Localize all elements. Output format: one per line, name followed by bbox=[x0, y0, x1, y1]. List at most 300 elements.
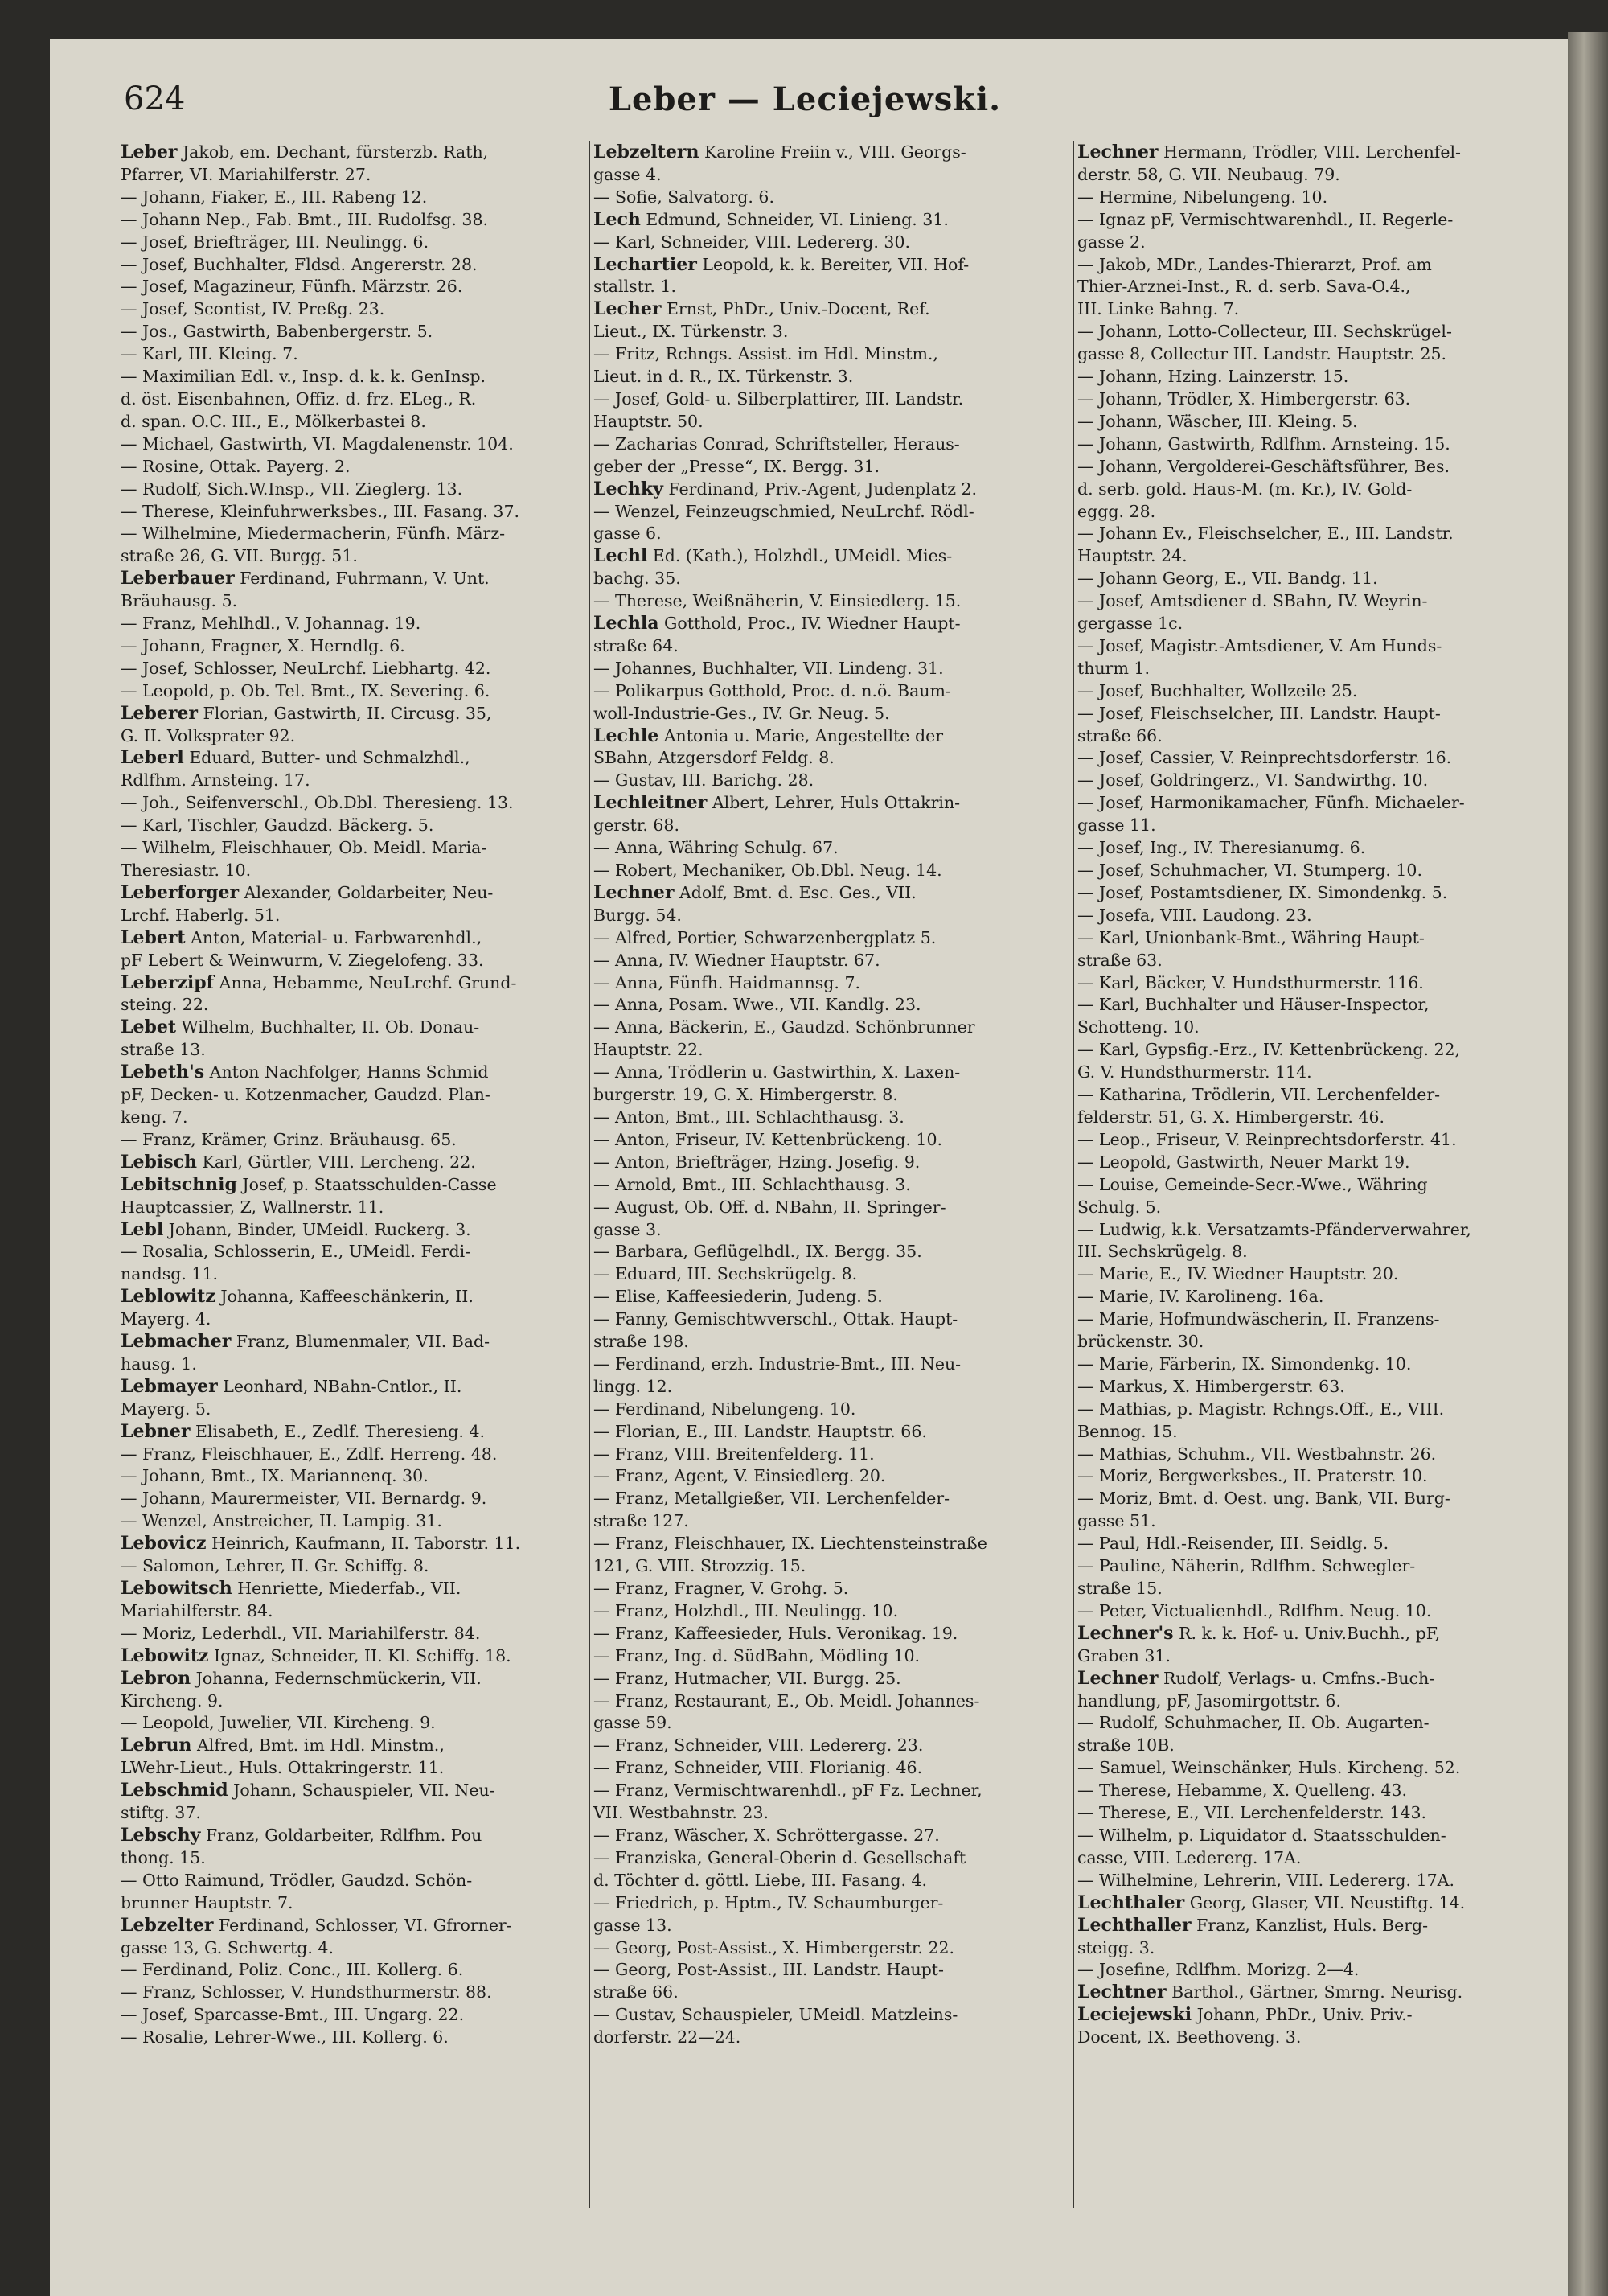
directory-line bbox=[121, 1286, 587, 1308]
entry-text: — Friedrich, p. Hptm., IV. Schaumburger- bbox=[593, 1892, 944, 1912]
directory-line bbox=[1077, 1353, 1560, 1376]
entry-text: Anton, Material- u. Farbwarenhdl., bbox=[185, 927, 482, 947]
entry-text: straße 198. bbox=[593, 1332, 689, 1352]
entry-surname: Lechner bbox=[593, 881, 675, 903]
directory-line bbox=[121, 1376, 587, 1399]
directory-line bbox=[1077, 321, 1560, 343]
entry-text: d. span. O.C. III., E., Mölkerbastei 8. bbox=[121, 411, 426, 431]
entry-surname: Lechla bbox=[593, 613, 659, 635]
directory-line bbox=[121, 1444, 587, 1466]
entry-text: — Josefa, VIII. Laudong. 23. bbox=[1077, 905, 1312, 925]
directory-line bbox=[1077, 658, 1560, 680]
entry-surname: Lechartier bbox=[593, 253, 697, 275]
entry-text: Anton Nachfolger, Hanns Schmid bbox=[204, 1062, 489, 1082]
directory-line bbox=[1077, 1241, 1560, 1263]
entry-text: — Johann, Gastwirth, Rdlfhm. Arnsteing. 15. bbox=[1077, 433, 1450, 454]
directory-line bbox=[1077, 1802, 1560, 1825]
directory-line bbox=[121, 747, 587, 770]
directory-line bbox=[1077, 905, 1560, 927]
entry-text: Johann, Binder, UMeidl. Ruckerg. 3. bbox=[163, 1219, 471, 1239]
directory-line bbox=[121, 1735, 587, 1757]
directory-line bbox=[1077, 1982, 1560, 2004]
entry-text: handlung, pF, Jasomirgottstr. 6. bbox=[1077, 1690, 1341, 1711]
entry-text: VII. Westbahnstr. 23. bbox=[593, 1803, 769, 1823]
entry-text: — Robert, Mechaniker, Ob.Dbl. Neug. 14. bbox=[593, 860, 942, 880]
directory-line bbox=[1077, 1645, 1560, 1668]
entry-text: — Josef, Magazineur, Fünfh. Märzstr. 26. bbox=[121, 277, 463, 297]
directory-line bbox=[121, 411, 587, 433]
entry-text: — Moriz, Bergwerksbes., II. Praterstr. 10. bbox=[1077, 1466, 1428, 1486]
directory-line bbox=[1077, 1600, 1560, 1623]
directory-line bbox=[593, 1017, 1060, 1039]
entry-text: — Ludwig, k.k. Versatzamts-Pfänderverwahrer, bbox=[1077, 1219, 1471, 1239]
entry-text: Johanna, Kaffeeschänkerin, II. bbox=[215, 1287, 474, 1307]
entry-text: R. k. k. Hof- u. Univ.Buchh., pF, bbox=[1173, 1623, 1441, 1643]
directory-line bbox=[1077, 479, 1560, 501]
entry-surname: Lechner bbox=[1077, 1667, 1159, 1689]
entry-surname: Lebert bbox=[121, 926, 186, 948]
entry-text: — Leopold, Gastwirth, Neuer Markt 19. bbox=[1077, 1152, 1410, 1172]
entry-text: — Franz, Mehlhdl., V. Johannag. 19. bbox=[121, 614, 421, 634]
entry-text: — Franz, Agent, V. Einsiedlerg. 20. bbox=[593, 1466, 886, 1486]
entry-surname: Leber bbox=[121, 142, 178, 162]
directory-line bbox=[121, 1331, 587, 1353]
entry-text: — Jakob, MDr., Landes-Thierarzt, Prof. am bbox=[1077, 254, 1432, 274]
entry-text: Schulg. 5. bbox=[1077, 1197, 1162, 1217]
directory-line bbox=[593, 366, 1060, 388]
entry-text: SBahn, Atzgersdorf Feldg. 8. bbox=[593, 748, 835, 768]
entry-surname: Lecher bbox=[593, 298, 662, 320]
directory-line bbox=[1077, 2004, 1560, 2027]
entry-surname: Lebl bbox=[121, 1218, 164, 1240]
directory-line bbox=[1077, 523, 1560, 545]
directory-line bbox=[121, 590, 587, 613]
entry-text: Rudolf, Verlags- u. Cmfns.-Buch- bbox=[1158, 1668, 1435, 1688]
entry-text: Anna, Hebamme, NeuLrchf. Grund- bbox=[214, 972, 517, 992]
entry-text: — Arnold, Bmt., III. Schlachthausg. 3. bbox=[593, 1174, 911, 1194]
directory-line bbox=[1077, 1488, 1560, 1510]
entry-text: — August, Ob. Off. d. NBahn, II. Springer- bbox=[593, 1197, 946, 1217]
entry-surname: Lebitschnig bbox=[121, 1173, 237, 1195]
entry-text: Lieut., IX. Türkenstr. 3. bbox=[593, 322, 789, 342]
entry-text: — Franz, Ing. d. SüdBahn, Mödling 10. bbox=[593, 1645, 921, 1666]
directory-line bbox=[121, 994, 587, 1017]
entry-text: — Georg, Post-Assist., X. Himbergerstr. 22. bbox=[593, 1937, 955, 1957]
directory-line bbox=[1077, 1712, 1560, 1735]
directory-line bbox=[593, 1533, 1060, 1555]
directory-line bbox=[121, 366, 587, 388]
directory-line bbox=[1077, 1017, 1560, 1039]
entry-text: — Johann, Bmt., IX. Mariannenq. 30. bbox=[121, 1466, 429, 1486]
entry-surname: Lechthaler bbox=[1077, 1891, 1185, 1913]
directory-line bbox=[1077, 1129, 1560, 1152]
entry-text: — Karl, Buchhalter und Häuser-Inspector, bbox=[1077, 995, 1430, 1015]
directory-line bbox=[1077, 1510, 1560, 1533]
directory-line bbox=[1077, 232, 1560, 254]
entry-text: — Anna, Bäckerin, E., Gaudzd. Schönbrunner bbox=[593, 1017, 975, 1037]
entry-text: — Moriz, Lederhdl., VII. Mariahilferstr. 84. bbox=[121, 1623, 481, 1643]
entry-text: Eduard, Butter- und Schmalzhdl., bbox=[183, 748, 470, 768]
directory-line bbox=[593, 927, 1060, 950]
entry-text: Wilhelm, Buchhalter, II. Ob. Donau- bbox=[176, 1017, 480, 1037]
directory-line bbox=[593, 1892, 1060, 1915]
directory-line bbox=[593, 433, 1060, 456]
directory-line bbox=[593, 187, 1060, 209]
directory-line bbox=[121, 142, 587, 164]
directory-line bbox=[1077, 1062, 1560, 1084]
entry-text: — Fanny, Gemischtwverschl., Ottak. Haupt- bbox=[593, 1309, 958, 1329]
directory-line bbox=[121, 1712, 587, 1735]
directory-line bbox=[121, 2004, 587, 2027]
directory-line bbox=[593, 1219, 1060, 1242]
entry-text: — Marie, Hofmundwäscherin, II. Franzens- bbox=[1077, 1309, 1440, 1329]
directory-line bbox=[1077, 1757, 1560, 1780]
entry-text: gasse 11. bbox=[1077, 815, 1156, 836]
directory-line bbox=[121, 1353, 587, 1376]
directory-line bbox=[593, 523, 1060, 545]
directory-line bbox=[593, 1241, 1060, 1263]
directory-line bbox=[1077, 164, 1560, 187]
entry-text: Docent, IX. Beethoveng. 3. bbox=[1077, 2027, 1302, 2048]
directory-line bbox=[121, 1017, 587, 1039]
directory-line bbox=[121, 1600, 587, 1623]
entry-text: — Karl, Tischler, Gaudzd. Bäckerg. 5. bbox=[121, 815, 434, 836]
directory-line bbox=[121, 815, 587, 837]
directory-line bbox=[121, 1241, 587, 1263]
entry-text: Bennog. 15. bbox=[1077, 1421, 1178, 1441]
directory-line bbox=[593, 1286, 1060, 1308]
directory-line bbox=[121, 1084, 587, 1107]
entry-surname: Leberl bbox=[121, 747, 184, 769]
entry-text: — Josef, Buchhalter, Wollzeile 25. bbox=[1077, 680, 1358, 700]
directory-line bbox=[593, 747, 1060, 770]
entry-surname: Lebowitsch bbox=[121, 1578, 232, 1599]
directory-line bbox=[1077, 1399, 1560, 1421]
directory-line bbox=[593, 590, 1060, 613]
directory-line bbox=[593, 388, 1060, 411]
entry-surname: Lebner bbox=[121, 1420, 191, 1442]
entry-surname: Lechthaller bbox=[1077, 1914, 1192, 1936]
column-divider bbox=[589, 141, 590, 2208]
entry-text: — Anton, Friseur, IV. Kettenbrückeng. 10. bbox=[593, 1129, 943, 1149]
directory-line bbox=[593, 1039, 1060, 1062]
directory-line bbox=[593, 1915, 1060, 1937]
entry-text: Ferdinand, Fuhrmann, V. Unt. bbox=[234, 569, 490, 589]
entry-text: gasse 8, Collectur III. Landstr. Hauptstr. 25. bbox=[1077, 344, 1447, 364]
entry-text: Mayerg. 5. bbox=[121, 1399, 211, 1419]
entry-surname: Lebmayer bbox=[121, 1375, 218, 1397]
entry-text: Theresiastr. 10. bbox=[121, 860, 252, 880]
directory-line bbox=[121, 523, 587, 545]
directory-line bbox=[1077, 635, 1560, 658]
directory-line bbox=[1077, 703, 1560, 725]
directory-line bbox=[1077, 411, 1560, 433]
entry-text: — Josef, Schuhmacher, VI. Stumperg. 10. bbox=[1077, 860, 1422, 880]
entry-text: — Josef, Cassier, V. Reinprechtsdorferstr. 16. bbox=[1077, 748, 1452, 768]
entry-surname: Lechky bbox=[593, 478, 663, 499]
directory-line bbox=[1077, 433, 1560, 456]
entry-text: Leonhard, NBahn-Cntlor., II. bbox=[217, 1376, 462, 1396]
directory-line bbox=[1077, 1444, 1560, 1466]
entry-text: — Elise, Kaffeesiederin, Judeng. 5. bbox=[593, 1287, 883, 1307]
directory-line bbox=[1077, 770, 1560, 792]
entry-text: — Katharina, Trödlerin, VII. Lerchenfelder- bbox=[1077, 1085, 1441, 1105]
entry-text: — Johann Nep., Fab. Bmt., III. Rudolfsg. 38. bbox=[121, 209, 489, 229]
directory-line bbox=[593, 882, 1060, 905]
entry-text: Elisabeth, E., Zedlf. Theresieng. 4. bbox=[190, 1421, 486, 1441]
entry-text: — Franz, Kaffeesieder, Huls. Veronikag. 19. bbox=[593, 1623, 958, 1643]
entry-text: Lieut. in d. R., IX. Türkenstr. 3. bbox=[593, 367, 854, 387]
entry-text: d. öst. Eisenbahnen, Offiz. d. frz. ELeg., R. bbox=[121, 388, 477, 409]
directory-line bbox=[593, 1555, 1060, 1578]
entry-text: Antonia u. Marie, Angestellte der bbox=[658, 725, 943, 745]
directory-line bbox=[121, 613, 587, 635]
entry-text: bachg. 35. bbox=[593, 569, 681, 589]
directory-line bbox=[121, 635, 587, 658]
entry-text: — Wilhelmine, Lehrerin, VIII. Ledererg. 17A. bbox=[1077, 1870, 1454, 1890]
directory-line bbox=[121, 343, 587, 366]
directory-line bbox=[593, 501, 1060, 524]
entry-text: — Karl, Bäcker, V. Hundsthurmerstr. 116. bbox=[1077, 972, 1424, 992]
entry-text: — Anton, Briefträger, Hzing. Josefig. 9. bbox=[593, 1152, 921, 1172]
entry-text: — Franz, Fleischhauer, E., Zdlf. Herreng. 48. bbox=[121, 1444, 498, 1464]
entry-text: stallstr. 1. bbox=[593, 277, 676, 297]
directory-line bbox=[121, 1623, 587, 1645]
entry-text: Edmund, Schneider, VI. Linieng. 31. bbox=[640, 209, 949, 229]
entry-text: dorferstr. 22—24. bbox=[593, 2027, 741, 2048]
entry-text: — Anton, Bmt., III. Schlachthausg. 3. bbox=[593, 1107, 904, 1127]
entry-text: nandsg. 11. bbox=[121, 1264, 219, 1284]
entry-text: gasse 2. bbox=[1077, 232, 1146, 252]
directory-line bbox=[121, 1107, 587, 1129]
directory-line bbox=[1077, 1533, 1560, 1555]
entry-text: d. serb. gold. Haus-M. (m. Kr.), IV. Gold- bbox=[1077, 479, 1413, 499]
entry-text: — Karl, Schneider, VIII. Ledererg. 30. bbox=[593, 232, 911, 252]
entry-text: — Franz, Fragner, V. Grohg. 5. bbox=[593, 1579, 849, 1598]
entry-surname: Lebschy bbox=[121, 1824, 201, 1846]
entry-text: Ferdinand, Priv.-Agent, Judenplatz 2. bbox=[662, 479, 978, 499]
entry-text: steing. 22. bbox=[121, 995, 209, 1015]
directory-line bbox=[593, 1174, 1060, 1197]
directory-line bbox=[593, 994, 1060, 1017]
directory-line bbox=[121, 321, 587, 343]
directory-line bbox=[121, 1578, 587, 1600]
directory-line bbox=[1077, 927, 1560, 950]
directory-line bbox=[1077, 568, 1560, 590]
entry-text: — Barbara, Geflügelhdl., IX. Bergg. 35. bbox=[593, 1242, 922, 1262]
directory-line bbox=[1077, 388, 1560, 411]
entry-text: — Franz, Krämer, Grinz. Bräuhausg. 65. bbox=[121, 1129, 457, 1149]
directory-line bbox=[593, 298, 1060, 321]
directory-line bbox=[1077, 1735, 1560, 1757]
directory-line bbox=[1077, 1825, 1560, 1847]
directory-line bbox=[1077, 456, 1560, 479]
entry-text: — Karl, Unionbank-Bmt., Währing Haupt- bbox=[1077, 927, 1425, 947]
directory-line bbox=[593, 770, 1060, 792]
directory-line bbox=[121, 837, 587, 860]
entry-text: III. Sechskrügelg. 8. bbox=[1077, 1242, 1248, 1262]
entry-text: Hauptstr. 24. bbox=[1077, 546, 1188, 566]
directory-line bbox=[593, 232, 1060, 254]
entry-surname: Leciejewski bbox=[1077, 2004, 1192, 2026]
directory-line bbox=[1077, 747, 1560, 770]
directory-line bbox=[1077, 882, 1560, 905]
entry-text: — Otto Raimund, Trödler, Gaudzd. Schön- bbox=[121, 1870, 473, 1890]
entry-text: pF, Decken- u. Kotzenmacher, Gaudzd. Plan- bbox=[121, 1085, 490, 1105]
directory-line bbox=[1077, 187, 1560, 209]
directory-line bbox=[593, 568, 1060, 590]
directory-line bbox=[593, 1308, 1060, 1331]
directory-line bbox=[121, 770, 587, 792]
directory-line bbox=[593, 1488, 1060, 1510]
directory-line bbox=[121, 433, 587, 456]
entry-text: — Moriz, Bmt. d. Oest. ung. Bank, VII. Burg- bbox=[1077, 1489, 1450, 1509]
entry-text: — Josef, Goldringerz., VI. Sandwirthg. 10. bbox=[1077, 770, 1429, 791]
directory-line bbox=[1077, 545, 1560, 568]
entry-text: — Anna, Fünfh. Haidmannsg. 7. bbox=[593, 972, 861, 992]
entry-text: — Johann, Trödler, X. Himbergerstr. 63. bbox=[1077, 388, 1411, 409]
entry-text: thong. 15. bbox=[121, 1847, 206, 1867]
running-head: Leber — Leciejewski. bbox=[608, 80, 1002, 118]
directory-line bbox=[121, 479, 587, 501]
entry-text: straße 127. bbox=[593, 1511, 689, 1531]
entry-text: gasse 59. bbox=[593, 1713, 672, 1733]
entry-surname: Lebzelter bbox=[121, 1914, 214, 1936]
directory-line bbox=[593, 545, 1060, 568]
directory-line bbox=[593, 905, 1060, 927]
directory-line bbox=[121, 725, 587, 748]
entry-text: — Anna, Posam. Wwe., VII. Kandlg. 23. bbox=[593, 995, 921, 1015]
directory-column-3 bbox=[1077, 142, 1560, 2200]
entry-text: Graben 31. bbox=[1077, 1645, 1171, 1666]
directory-line bbox=[1077, 1959, 1560, 1982]
directory-line bbox=[1077, 1331, 1560, 1353]
entry-text: — Jos., Gastwirth, Babenbergerstr. 5. bbox=[121, 322, 433, 342]
directory-line bbox=[593, 1735, 1060, 1757]
entry-text: Kircheng. 9. bbox=[121, 1690, 224, 1711]
directory-line bbox=[593, 1982, 1060, 2004]
entry-text: geber der „Presse“, IX. Bergg. 31. bbox=[593, 456, 880, 476]
entry-text: — Franz, Schneider, VIII. Ledererg. 23. bbox=[593, 1735, 924, 1756]
entry-text: — Wilhelm, p. Liquidator d. Staatsschulden- bbox=[1077, 1825, 1446, 1845]
directory-line bbox=[121, 1197, 587, 1219]
directory-line bbox=[1077, 343, 1560, 366]
entry-surname: Lebzeltern bbox=[593, 142, 699, 162]
directory-line bbox=[593, 725, 1060, 748]
entry-text: — Polikarpus Gotthold, Proc. d. n.ö. Baum- bbox=[593, 680, 951, 700]
entry-surname: Lechleitner bbox=[593, 792, 708, 814]
directory-line bbox=[121, 1219, 587, 1242]
entry-text: brunner Hauptstr. 7. bbox=[121, 1892, 293, 1912]
directory-line bbox=[593, 613, 1060, 635]
entry-text: keng. 7. bbox=[121, 1107, 188, 1127]
directory-line bbox=[1077, 254, 1560, 277]
entry-surname: Lechl bbox=[593, 545, 648, 567]
directory-line bbox=[593, 1623, 1060, 1645]
entry-text: — Anna, Trödlerin u. Gastwirthin, X. Laxen- bbox=[593, 1062, 961, 1082]
entry-text: — Therese, Weißnäherin, V. Einsiedlerg. 15. bbox=[593, 591, 962, 611]
entry-text: thurm 1. bbox=[1077, 658, 1150, 678]
entry-surname: Lebschmid bbox=[121, 1780, 228, 1801]
entry-text: Karl, Gürtler, VIII. Lercheng. 22. bbox=[196, 1152, 476, 1172]
directory-line bbox=[121, 1533, 587, 1555]
entry-text: gasse 13. bbox=[593, 1915, 672, 1935]
directory-line bbox=[121, 1802, 587, 1825]
entry-text: — Johann Georg, E., VII. Bandg. 11. bbox=[1077, 569, 1378, 589]
entry-text: Franz, Goldarbeiter, Rdlfhm. Pou bbox=[200, 1825, 482, 1845]
entry-text: gergasse 1c. bbox=[1077, 614, 1183, 634]
entry-text: Hauptcassier, Z, Wallnerstr. 11. bbox=[121, 1197, 384, 1217]
entry-text: Thier-Arznei-Inst., R. d. serb. Sava-O.4., bbox=[1077, 277, 1411, 297]
entry-text: — Johannes, Buchhalter, VII. Lindeng. 31. bbox=[593, 658, 944, 678]
entry-surname: Lechtner bbox=[1077, 1982, 1167, 2003]
entry-text: — Samuel, Weinschänker, Huls. Kircheng. 52. bbox=[1077, 1758, 1461, 1778]
directory-line bbox=[121, 1825, 587, 1847]
entry-text: straße 64. bbox=[593, 635, 679, 655]
directory-line bbox=[1077, 501, 1560, 524]
directory-line bbox=[593, 1129, 1060, 1152]
directory-line bbox=[593, 1107, 1060, 1129]
entry-text: Alfred, Bmt. im Hdl. Minstm., bbox=[191, 1735, 445, 1756]
directory-line bbox=[593, 1152, 1060, 1174]
entry-text: Bräuhausg. 5. bbox=[121, 591, 238, 611]
directory-line bbox=[1077, 1152, 1560, 1174]
directory-line bbox=[593, 1802, 1060, 1825]
entry-text: — Franz, VIII. Breitenfelderg. 11. bbox=[593, 1444, 875, 1464]
directory-line bbox=[593, 2027, 1060, 2049]
directory-line bbox=[121, 1892, 587, 1915]
entry-text: — Josef, Ing., IV. Theresianumg. 6. bbox=[1077, 838, 1366, 858]
directory-line bbox=[121, 1421, 587, 1444]
directory-line bbox=[593, 860, 1060, 882]
entry-text: — Maximilian Edl. v., Insp. d. k. k. GenInsp. bbox=[121, 367, 486, 387]
directory-line bbox=[121, 680, 587, 703]
entry-text: — Josef, Fleischselcher, III. Landstr. Haupt- bbox=[1077, 703, 1441, 723]
directory-line bbox=[1077, 1263, 1560, 1286]
directory-line bbox=[1077, 1578, 1560, 1600]
directory-line bbox=[121, 232, 587, 254]
directory-line bbox=[593, 142, 1060, 164]
entry-text: — Franz, Vermischtwarenhdl., pF Fz. Lechner, bbox=[593, 1781, 982, 1801]
entry-text: — Rosine, Ottak. Payerg. 2. bbox=[121, 456, 351, 476]
entry-text: — Ferdinand, erzh. Industrie-Bmt., III. Neu- bbox=[593, 1353, 962, 1374]
entry-text: — Peter, Victualienhdl., Rdlfhm. Neug. 10. bbox=[1077, 1600, 1432, 1620]
directory-line bbox=[593, 1712, 1060, 1735]
directory-line bbox=[1077, 792, 1560, 815]
directory-line bbox=[593, 1959, 1060, 1982]
entry-text: — Wilhelm, Fleischhauer, Ob. Meidl. Maria- bbox=[121, 838, 487, 858]
directory-line bbox=[121, 501, 587, 524]
entry-text: — Josef, Amtsdiener d. SBahn, IV. Weyrin- bbox=[1077, 591, 1428, 611]
directory-line bbox=[1077, 1174, 1560, 1197]
entry-text: steigg. 3. bbox=[1077, 1937, 1155, 1957]
directory-line bbox=[1077, 590, 1560, 613]
entry-text: — Josef, Schlosser, NeuLrchf. Liebhartg. 42. bbox=[121, 658, 491, 678]
entry-surname: Lebron bbox=[121, 1667, 191, 1689]
directory-line bbox=[121, 1937, 587, 1960]
directory-line bbox=[593, 1510, 1060, 1533]
entry-text: — Josefine, Rdlfhm. Morizg. 2—4. bbox=[1077, 1960, 1360, 1980]
entry-text: — Salomon, Lehrer, II. Gr. Schiffg. 8. bbox=[121, 1556, 429, 1576]
directory-line bbox=[121, 2027, 587, 2049]
entry-text: — Therese, Kleinfuhrwerksbes., III. Fasang. 37. bbox=[121, 501, 520, 521]
entry-text: casse, VIII. Ledererg. 17A. bbox=[1077, 1847, 1302, 1867]
entry-text: — Johann, Lotto-Collecteur, III. Sechskrügel- bbox=[1077, 322, 1452, 342]
column-divider bbox=[1073, 141, 1074, 2208]
entry-text: derstr. 58, G. VII. Neubaug. 79. bbox=[1077, 164, 1340, 184]
entry-surname: Lebovicz bbox=[121, 1533, 207, 1555]
entry-text: — Franz, Hutmacher, VII. Burgg. 25. bbox=[593, 1668, 901, 1688]
